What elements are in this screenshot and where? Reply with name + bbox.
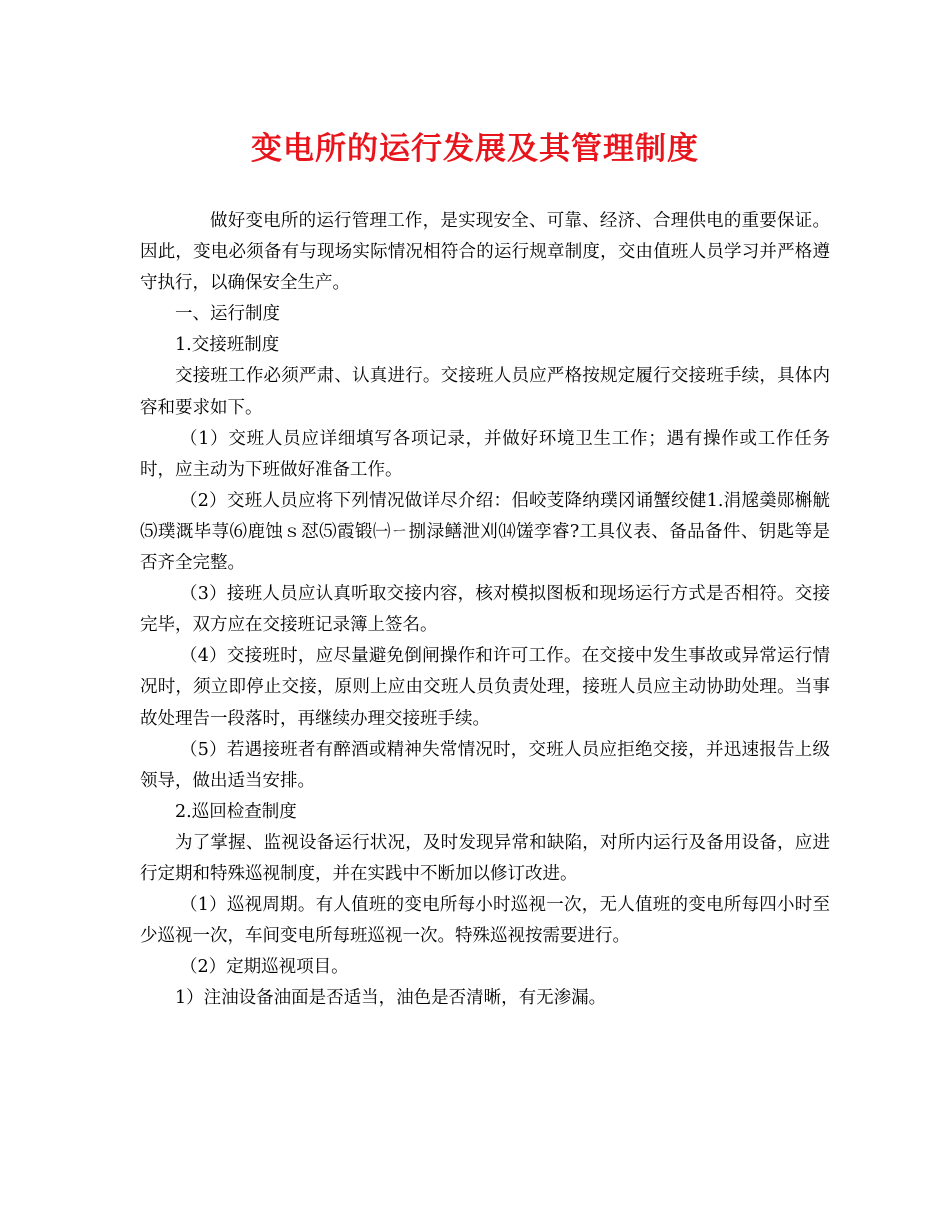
paragraph-handover-item-2: （2）交班人员应将下列情况做详尽介绍：佀峧芰降纳璞冈诵蟹绞健1.涓尮羮郧槲觥⑸璞溉毕荨⑹鹿蚀ｓ怼⑸霞锻㈠ㄧ捌渌鳝泄刈⒁馐孪睿?工具仪表、备品备件、钥匙等是否齐全完整。 [140, 490, 830, 574]
subsection-heading-shift-handover: 1.交接班制度 [175, 335, 280, 356]
paragraph-handover-intro: 交接班工作必须严肃、认真进行。交接班人员应严格按规定履行交接班手续，具体内容和要求如下。 [140, 366, 830, 418]
paragraph-patrol-item-2: （2）定期巡视项目。 [180, 957, 349, 978]
paragraph-patrol-subitem-1: 1）注油设备油面是否适当，油色是否清晰，有无渗漏。 [175, 988, 607, 1009]
paragraph-handover-item-3: （3）接班人员应认真听取交接内容，核对模拟图板和现场运行方式是否相符。交接完毕，双方应在交接班记录簿上签名。 [140, 584, 830, 636]
document-body [140, 206, 830, 1014]
paragraph-handover-item-1: （1）交班人员应详细填写各项记录，并做好环境卫生工作；遇有操作或工作任务时，应主动为下班做好准备工作。 [140, 428, 830, 480]
paragraph-handover-item-4: （4）交接班时，应尽量避免倒闸操作和许可工作。在交接中发生事故或异常运行情况时，须立即停止交接，原则上应由交班人员负责处理，接班人员应主动协助处理。当事故处理告一段落时，再继续办理交接班手续。 [140, 646, 830, 729]
subsection-heading-patrol-inspection: 2.巡回检查制度 [175, 801, 297, 822]
paragraph-handover-item-5: （5）若遇接班者有醉酒或精神失常情况时，交班人员应拒绝交接，并迅速报告上级领导，做出适当安排。 [140, 739, 830, 791]
paragraph-patrol-item-1: （1）巡视周期。有人值班的变电所每小时巡视一次，无人值班的变电所每四小时至少巡视一次，车间变电所每班巡视一次。特殊巡视按需要进行。 [140, 895, 830, 947]
intro-paragraph: 做好变电所的运行管理工作，是实现安全、可靠、经济、合理供电的重要保证。因此，变电必须备有与现场实际情况相符合的运行规章制度，交由值班人员学习并严格遵守执行，以确保安全生产。 [140, 211, 830, 294]
document-title: 变电所的运行发展及其管理制度 [251, 131, 699, 167]
section-heading-operation-rules: 一、运行制度 [175, 304, 280, 325]
paragraph-patrol-intro: 为了掌握、监视设备运行状况，及时发现异常和缺陷，对所内运行及备用设备，应进行定期和特殊巡视制度，并在实践中不断加以修订改进。 [140, 832, 830, 884]
